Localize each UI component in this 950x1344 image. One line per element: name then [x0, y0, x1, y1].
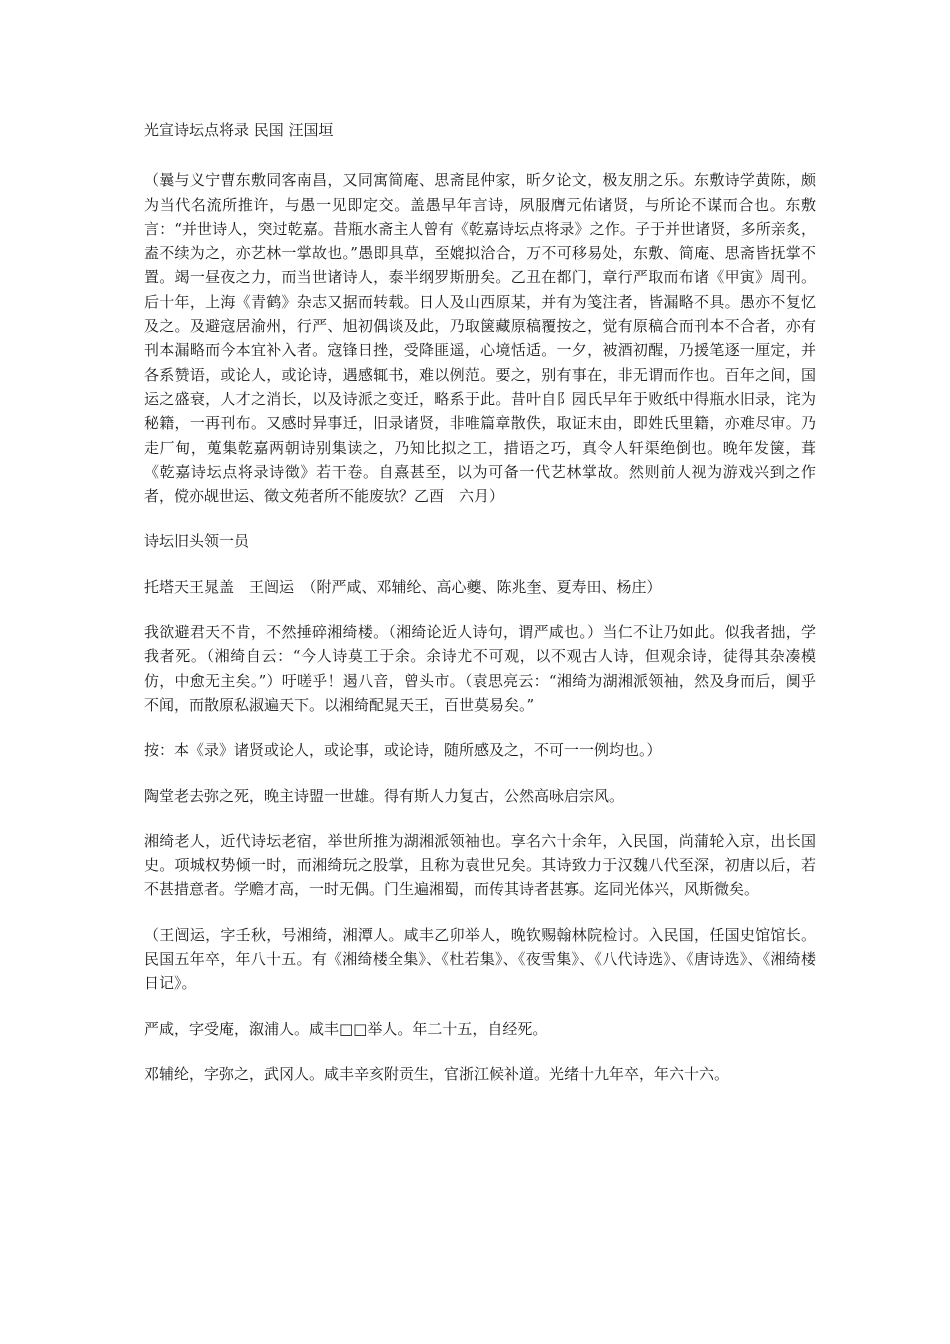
commentary-paragraph: 湘绮老人，近代诗坛老宿，举世所推为湖湘派领袖也。享名六十余年，入民国，尚蒲轮入京，出长国史。项城权势倾一时，而湘绮玩之股掌，且称为袁世兄矣。其诗致力于汉魏八代至深，初唐以后，若不甚措意者。学赡才高，一时无偶。门生遍湘蜀，而传其诗者甚寡。迄同光体兴，风斯微矣。	[144, 831, 816, 899]
biography-deng-paragraph: 邓辅纶，字弥之，武冈人。咸丰辛亥附贡生，官浙江候补道。光绪十九年卒，年六十六。	[144, 1064, 730, 1083]
biography-yan-paragraph: 严咸，字受庵，溆浦人。咸丰□□举人。年二十五，自经死。	[144, 1019, 548, 1038]
biography-wang-paragraph: （王闿运，字壬秋，号湘绮，湘潭人。咸丰乙卯举人，晚钦赐翰林院检讨。入民国，任国史馆馆长。民国五年卒，年八十五。有《湘绮楼全集》、《杜若集》、《夜雪集》、《八代诗选》、《唐诗选》、《湘绮楼日记》。	[144, 925, 816, 993]
verse-line: 陶堂老去弥之死，晚主诗盟一世雄。得有斯人力复古，公然高咏启宗风。	[144, 786, 625, 805]
document-title: 光宣诗坛点将录 民国 汪国垣	[144, 121, 334, 139]
document-page	[144, 118, 816, 1107]
quote-paragraph: 我欲避君天不肯，不然捶碎湘绮楼。（湘绮论近人诗句，谓严咸也。）当仁不让乃如此。似我者拙，学我者死。（湘绮自云：“今人诗莫工于余。余诗尤不可观，以不观古人诗，但观余诗，徒得其杂凑模仿，中愈无主矣。”）吁嗟乎！遏八音，曾头市。（袁思亮云：“湘绮为湖湘派领袖，然及身而后，阒乎不闻，而散原私淑遍天下。以湘绮配晁天王，百世莫易矣。”	[144, 623, 816, 714]
entry-heading: 托塔天王晁盖 王闿运 （附严咸、邓辅纶、高心夔、陈兆奎、夏寿田、杨庄）	[144, 577, 662, 596]
section-heading: 诗坛旧头领一员	[144, 532, 250, 551]
preface-paragraph: （曩与义宁曹东敷同客南昌，又同寓简庵、思斋昆仲家，昕夕论文，极友朋之乐。东敷诗学黄陈，颇为当代名流所推许，与愚一见即定交。盖愚早年言诗，夙服膺元佑诸贤，与所论不谋而合也。东敷言：“并世诗人，突过乾嘉。昔瓶水斋主人曾有《乾嘉诗坛点将录》之作。子于并世诸贤，多所亲炙，盍不续为之，亦艺林一掌故也。”愚即具草，至媲拟洽合，万不可移易处，东敷、简庵、思斋皆抚掌不置。竭一昼夜之力，而当世诸诗人，泰半纲罗斯册矣。乙丑在都门，章行严取而布诸《甲寅》周刊。后十年，上海《青鹤》杂志又据而转载。日人及山西原某，并有为笺注者，皆漏略不具。愚亦不复忆及之。及避寇居渝州，行严、旭初偶谈及此，乃取箧藏原稿覆按之，觉有原稿合而刊本不合者，亦有刊本漏略而今本宜补入者。寇锋日挫，受降匪遥，心境恬适。一夕，被酒初醒，乃援笔逐一厘定，并各系赞语，或论人，或论诗，遇感辄书，难以例范。要之，别有事在，非无谓而作也。百年之间，国运之盛衰，人才之消长，以及诗派之变迁，略系于此。昔叶自阝园氏早年于败纸中得瓶水旧录，诧为秘籍，一再刊布。又感时异事迁，旧录诸贤，非唯篇章散佚，取证末由，即姓氏里籍，亦难尽审。乃走厂甸，蒐集乾嘉两朝诗别集读之，乃知比拟之工，措语之巧，真令人轩渠绝倒也。晚年发箧，葺《乾嘉诗坛点将录诗徵》若干卷。自熹甚至，以为可备一代艺林掌故。然则前人视为游戏兴到之作者，傥亦觇世运、徵文苑者所不能废欤？乙酉 六月）	[144, 171, 816, 506]
note-paragraph: 按：本《录》诸贤或论人，或论事，或论诗，随所感及之，不可一一例均也。）	[144, 741, 662, 760]
